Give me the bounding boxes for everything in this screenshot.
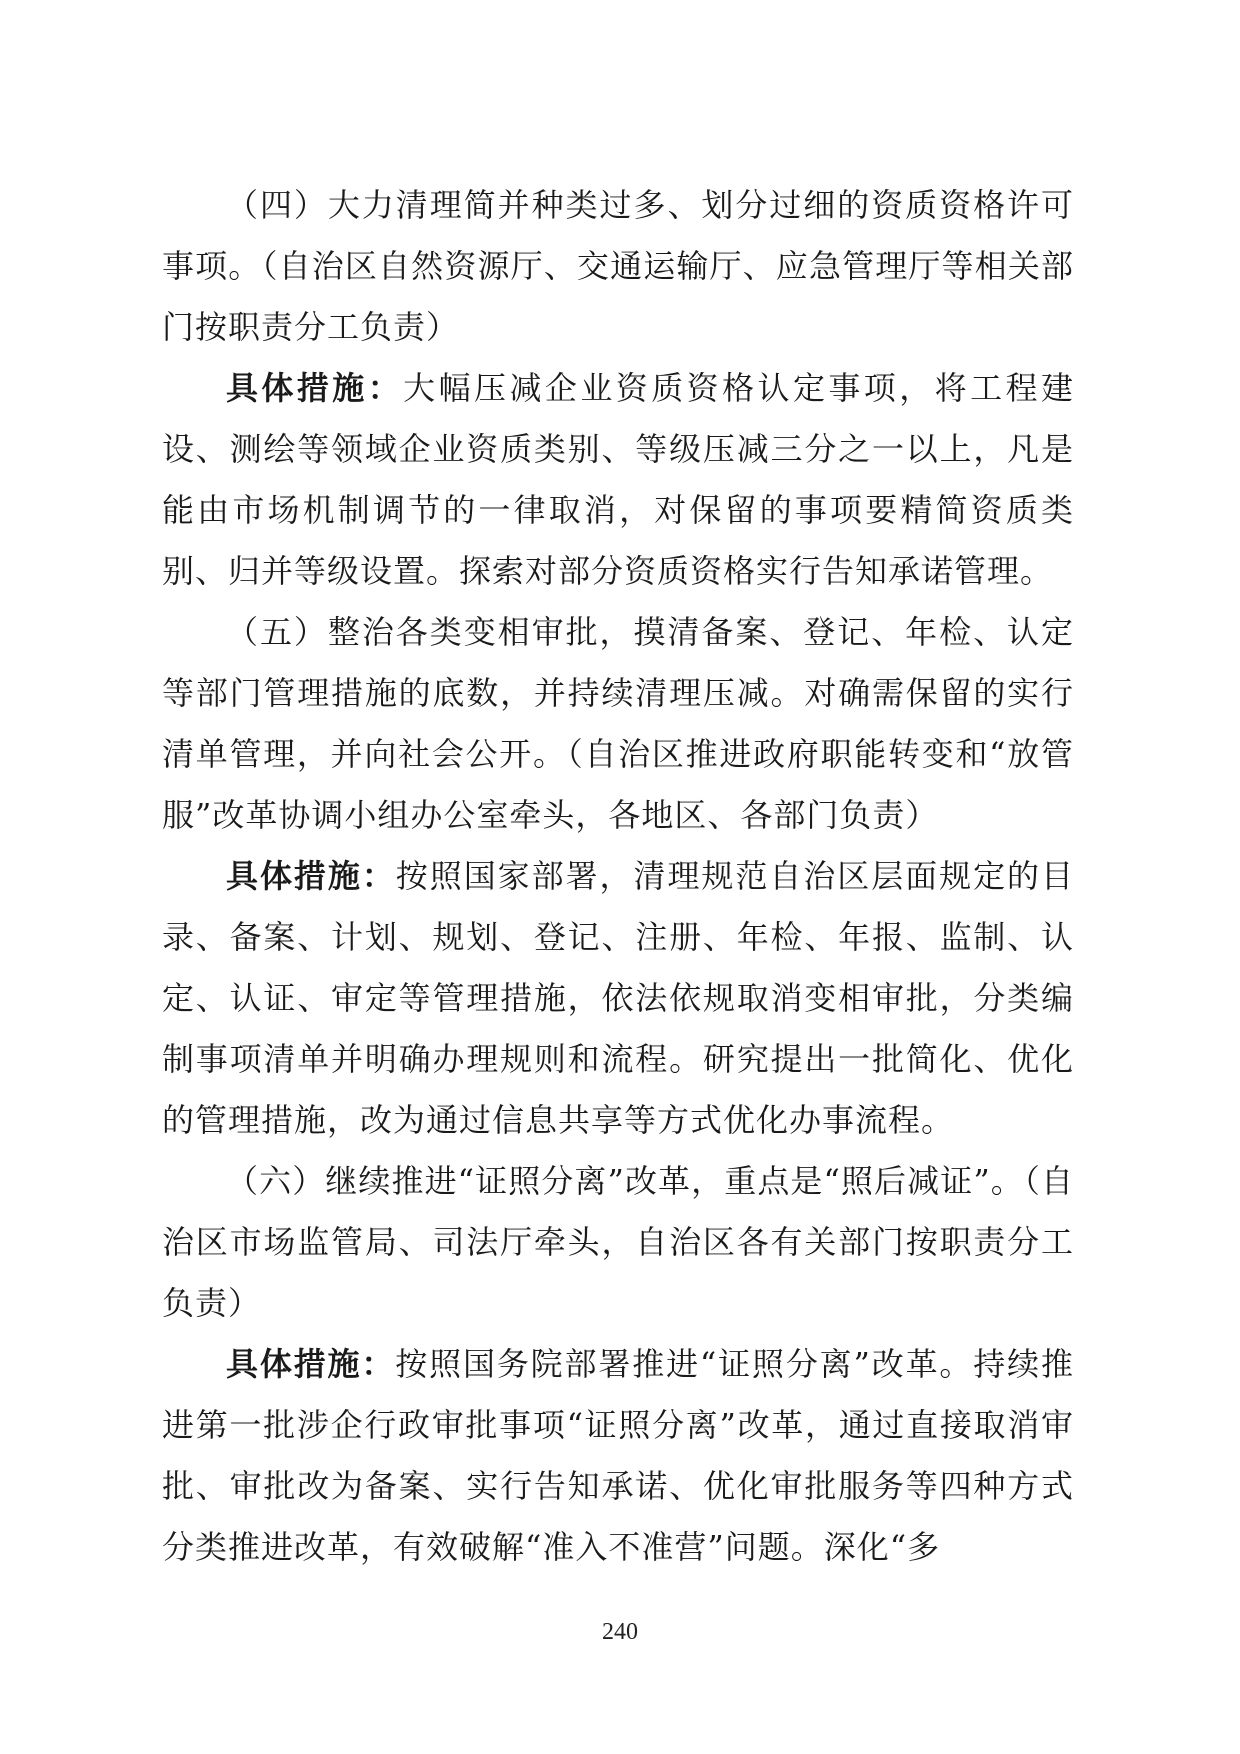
paragraph-text: （五）整治各类变相审批，摸清备案、登记、年检、认定等部门管理措施的底数，并持续清理压减。对确需保留的实行清单管理，并向社会公开。（自治区推进政府职能转变和“放管服”改革协调小组办公室牵头，各地区、各部门负责） — [162, 613, 1074, 834]
paragraph-lead: 具体措施： — [226, 857, 396, 895]
paragraph-item-5 — [162, 602, 1074, 846]
page-number: 240 — [602, 1619, 638, 1645]
paragraph-lead: 具体措施： — [226, 1345, 396, 1383]
paragraph-text: 大幅压减企业资质资格认定事项，将工程建设、测绘等领域企业资质类别、等级压减三分之一以上，凡是能由市场机制调节的一律取消，对保留的事项要精简资质类别、归并等级设置。探索对部分资质资格实行告知承诺管理。 — [162, 369, 1074, 590]
paragraph-item-6 — [162, 1151, 1074, 1334]
paragraph-text: 按照国务院部署推进“证照分离”改革。持续推进第一批涉企行政审批事项“证照分离”改革，通过直接取消审批、审批改为备案、实行告知承诺、优化审批服务等四种方式分类推进改革，有效破解“准入不准营”问题。深化“多 — [162, 1345, 1074, 1566]
paragraph-measures-4 — [162, 358, 1074, 602]
paragraph-measures-6 — [162, 1334, 1074, 1578]
paragraph-lead: 具体措施： — [226, 369, 404, 407]
paragraph-text: （四）大力清理简并种类过多、划分过细的资质资格许可事项。（自治区自然资源厅、交通运输厅、应急管理厅等相关部门按职责分工负责） — [162, 186, 1074, 346]
paragraph-text: （六）继续推进“证照分离”改革，重点是“照后减证”。（自治区市场监管局、司法厅牵头，自治区各有关部门按职责分工负责） — [162, 1162, 1074, 1322]
document-body — [162, 175, 1074, 1578]
paragraph-text: 按照国家部署，清理规范自治区层面规定的目录、备案、计划、规划、登记、注册、年检、年报、监制、认定、认证、审定等管理措施，依法依规取消变相审批，分类编制事项清单并明确办理规则和流程。研究提出一批简化、优化的管理措施，改为通过信息共享等方式优化办事流程。 — [162, 857, 1074, 1139]
paragraph-measures-5 — [162, 846, 1074, 1151]
paragraph-item-4 — [162, 175, 1074, 358]
